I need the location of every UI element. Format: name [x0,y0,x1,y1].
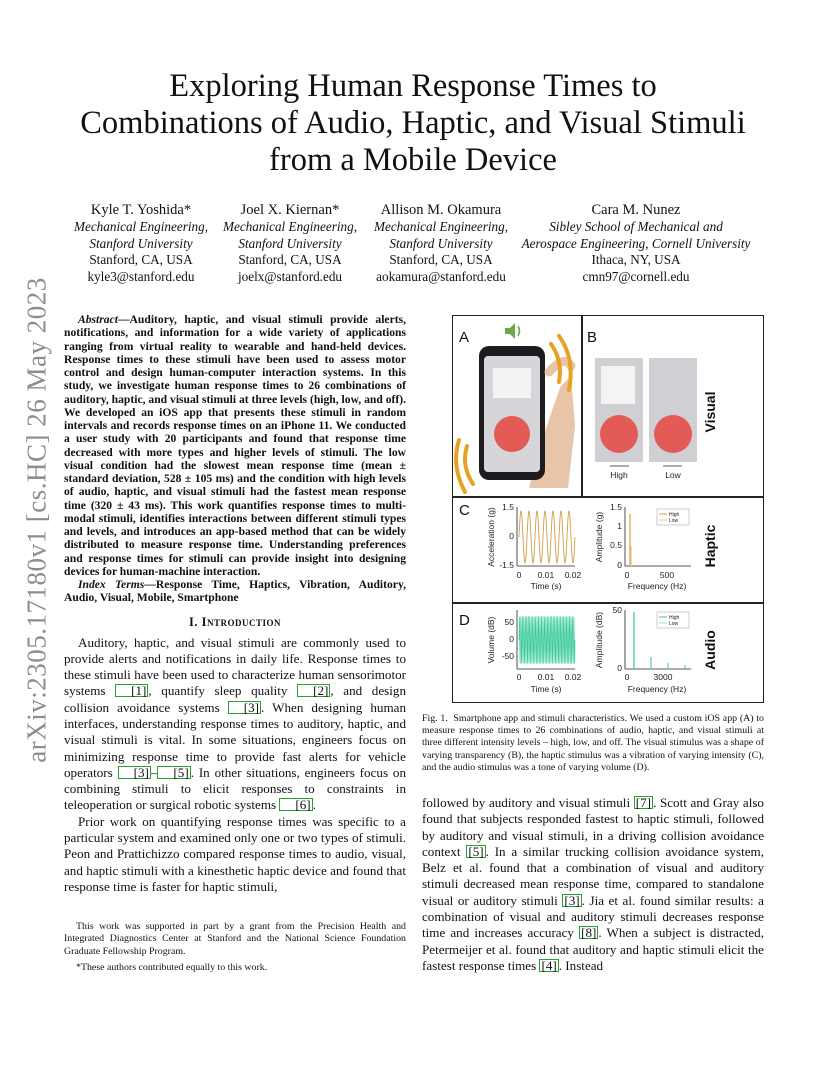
text-run: . [312,797,316,813]
visual-level-label: Low [665,470,681,480]
footnote-equal-contribution: *These authors contributed equally to this work. [76,961,268,973]
speaker-body [505,323,515,339]
caption-lead: Fig. 1. [422,713,448,724]
text-run: , and design collision avoidance systems [64,683,406,715]
right-column [422,795,764,974]
text-run: . When designing human interfaces, understanding response times to auditory, haptic, and visual stimuli is vital. In some situations, engineers focus on minimizing response time to provide fast alerts for vehicle operators [64,699,406,780]
y-axis-title: Amplitude (dB) [594,611,604,669]
legend-label: High [669,512,680,518]
vibration-wave [465,446,473,484]
author-affiliation: Mechanical Engineering, [73,219,209,234]
x-tick-label: 0.01 [537,672,555,682]
legend-label: Low [669,518,679,524]
title-line: Combinations of Audio, Haptic, and Visual Stimuli [80,105,746,141]
y-tick-label: 1.5 [502,502,514,512]
y-tick-label: 1.5 [610,502,622,512]
arxiv-stamp [14,277,60,763]
author-affiliation: Mechanical Engineering, [373,219,509,234]
section-number: I. [189,614,202,629]
paper-title [60,68,766,179]
text-run: followed by auditory and visual stimuli [422,795,634,810]
citation-link[interactable]: [6] [279,798,312,811]
intro-paragraph-2: Prior work on quantifying response times was specific to a particular system and examined only one or two types of stimuli. Peon and Prattichizzo compared response times to audio, visual, and haptic stimuli with a kinesthetic haptic device and found that response time is faster for haptic stimuli, [64,813,406,894]
legend-label: High [669,615,680,621]
haptic-frequency-plot [594,502,691,591]
author-1 [74,201,208,285]
y-tick-label: 50 [504,617,514,627]
x-tick-label: 0.01 [537,570,555,580]
side-title-haptic: Haptic [702,524,718,568]
x-tick-label: 3000 [653,672,673,682]
author-name: Allison M. Okamura [380,202,502,218]
index-terms-lead: Index Terms [78,578,145,591]
speaker-icon [505,323,520,339]
text-run: . Jia et al. found similar results: a combination of visual and auditory stimuli decreases response time and increases accuracy [422,892,764,941]
screen-stimulus-circle [494,416,530,452]
author-affiliation: Stanford University [389,235,493,251]
x-tick-label: 0 [624,570,630,580]
haptic-time-plot [486,502,582,591]
citation-link[interactable]: [3] [228,701,261,714]
author-email: aokamura@stanford.edu [376,268,506,284]
author-location: Stanford, CA, USA [238,252,342,267]
abstract-text: —Auditory, haptic, and visual stimuli provide alerts, notifications, and information for a wide variety of applications ranging from virtual reality to wearable and hand-held devices. Response times to these stimuli have been used to assess motor control and design human-computer interaction systems. In this study, we investigate human response times to 26 combinations of auditory, haptic, and visual stimuli at three levels (high, low, and off). We developed an iOS app that presents these stimuli in random intervals and records response times on an iPhone 11. We conducted a user study with 20 participants and found that response time decreased with more types and higher levels of stimuli. The low visual condition had the slowest mean response time (mean ± standard deviation, 528 ± 105 ms) and the condition with high levels of audio, haptic, and visual stimuli had the fastest mean response time (320 ± 43 ms). This work quantifies response times to multi-modal stimuli, identifies interactions between different stimuli types and levels, and introduces an app-based method that can be widely distributed to measure response time. Understanding preferences and response times for stimuli can provide insight into designing devices for human-machine interaction. [64,313,406,578]
citation-link[interactable]: [8] [581,925,597,941]
x-tick-label: 0 [516,672,522,682]
panel-label-d: D [459,612,470,629]
haptic-waveform [519,511,575,563]
author-affiliation: Mechanical Engineering, [222,219,358,234]
right-paragraph-1 [422,795,764,974]
y-axis-title: Volume (dB) [486,616,496,664]
author-affiliation: Aerospace Engineering, Cornell University [521,235,751,251]
citation-link[interactable]: [5] [157,766,190,779]
panel-label-c: C [459,502,470,519]
author-name: Cara M. Nunez [591,202,681,218]
visual-low-circle [654,415,692,453]
figure-1 [452,315,764,703]
text-run: . Instead [558,957,604,973]
author-email: cmn97@cornell.edu [582,268,690,284]
section-heading [64,615,406,630]
x-axis-title: Frequency (Hz) [627,581,687,591]
panel-label-b: B [587,329,598,346]
figure-caption [422,713,764,774]
text-run: . In other situations, engineers focus on combining stimuli to elicit responses to constraints in teleoperation or surgical robotic systems [64,764,406,813]
index-terms-text: —Response Time, Haptics, Vibration, Auditory, Audio, Visual, Mobile, Smartphone [64,578,406,605]
audio-time-plot [486,610,582,694]
x-tick-label: 0.02 [564,570,582,580]
y-tick-label: 0.5 [610,540,622,550]
y-tick-label: 0 [509,531,514,541]
x-tick-label: 0 [516,570,522,580]
visual-high-circle [600,415,638,453]
y-tick-label: 0 [617,560,622,570]
citation-link[interactable]: [3] [118,766,151,779]
author-email: joelx@stanford.edu [237,268,343,284]
arxiv-identifier: arXiv:2305.17180v1 [cs.HC] 26 May 2023 [21,277,52,763]
author-affiliation: Sibley School of Mechanical and [549,219,723,234]
y-tick-label: -50 [501,651,514,661]
audio-waveform [519,616,575,664]
x-axis-title: Frequency (Hz) [627,684,687,694]
index-terms [64,578,406,605]
text-run: . When a subject is distracted, Petermeijer et al. found that auditory and haptic stimuli elicit the fastest response times [422,925,764,973]
section-title: Introduction [201,614,281,629]
caption-text: Smartphone app and stimuli characteristics. We used a custom iOS app (A) to measure response times to 26 combinations of audio, haptic, and visual stimuli at three different intensity levels – high, low, and off. The visual stimulus was a shape of varying transparency (B), the haptic stimulus was a vibration of varying intensity (C), and the audio stimulus was a tone of varying volume (D). [422,713,764,773]
left-column [64,313,406,895]
author-location: Stanford, CA, USA [389,252,493,267]
y-tick-label: 1 [617,521,622,531]
citation-link[interactable]: [4] [541,957,557,973]
x-tick-label: 0.02 [564,672,582,682]
title-line: Exploring Human Response Times to [169,68,657,104]
legend-label: Low [669,621,679,627]
x-tick-label: 0 [624,672,630,682]
screen-square [493,368,531,398]
y-tick-label: -1.5 [499,560,514,570]
citation-link[interactable]: [1] [115,684,148,697]
y-tick-label: 0 [509,634,514,644]
panel-label-a: A [459,329,470,346]
text-run: Auditory, haptic, and visual stimuli are commonly used to provide alerts and notifications in daily life. Response times to these stimuli have been used to characterize human sensorimotor systems [64,634,406,699]
author-2 [223,201,357,285]
y-axis-title: Amplitude (g) [594,511,604,563]
footnote-funding: This work was supported in part by a grant from the Precision Health and Integrated Diagnostics Center at Stanford and the National Science Foundation Graduate Fellowship Program. [64,921,406,957]
sound-wave-icon [518,326,520,336]
footnotes [64,921,406,974]
author-location: Stanford, CA, USA [89,252,193,267]
author-affiliation: Stanford University [89,235,193,251]
author-email: kyle3@stanford.edu [87,268,195,284]
abstract-lead: Abstract [78,313,118,326]
x-tick-label: 500 [659,570,675,580]
x-axis-title: Time (s) [530,581,562,591]
author-3 [374,201,508,285]
side-title-visual: Visual [702,391,718,433]
citation-link[interactable]: [2] [297,684,330,697]
author-name: Kyle T. Yoshida* [90,202,192,218]
citation-link[interactable]: [3] [564,892,580,908]
text-run: . Scott and Gray also found that subjects responded fastest to haptic stimuli, followed by auditory and visual stimuli, in a driving collision avoidance context [422,795,764,859]
author-name: Joel X. Kiernan* [240,202,340,218]
y-axis-title: Acceleration (g) [486,507,496,567]
author-4 [522,201,751,285]
audio-frequency-plot [594,605,691,694]
text-run: , quantify sleep quality [148,683,298,699]
side-title-audio: Audio [702,630,718,670]
title-line: from a Mobile Device [269,142,557,178]
text-run: . In a similar trucking collision avoidance system, Belz et al. found that a combination of visual and auditory stimuli decreased mean response time, compared to standalone visual or auditory stimuli [422,843,764,908]
y-tick-label: 50 [612,605,622,615]
abstract [64,313,406,578]
x-axis-title: Time (s) [530,684,562,694]
author-affiliation: Stanford University [238,235,342,251]
visual-high-square [601,366,635,404]
text-run: – [150,764,158,780]
citation-link[interactable]: [5] [468,843,484,859]
figure-graphics [453,316,763,702]
y-tick-label: 0 [617,663,622,673]
author-location: Ithaca, NY, USA [591,252,681,267]
intro-paragraph-1 [64,635,406,814]
citation-link[interactable]: [7] [635,795,652,810]
visual-level-label: High [610,470,628,480]
